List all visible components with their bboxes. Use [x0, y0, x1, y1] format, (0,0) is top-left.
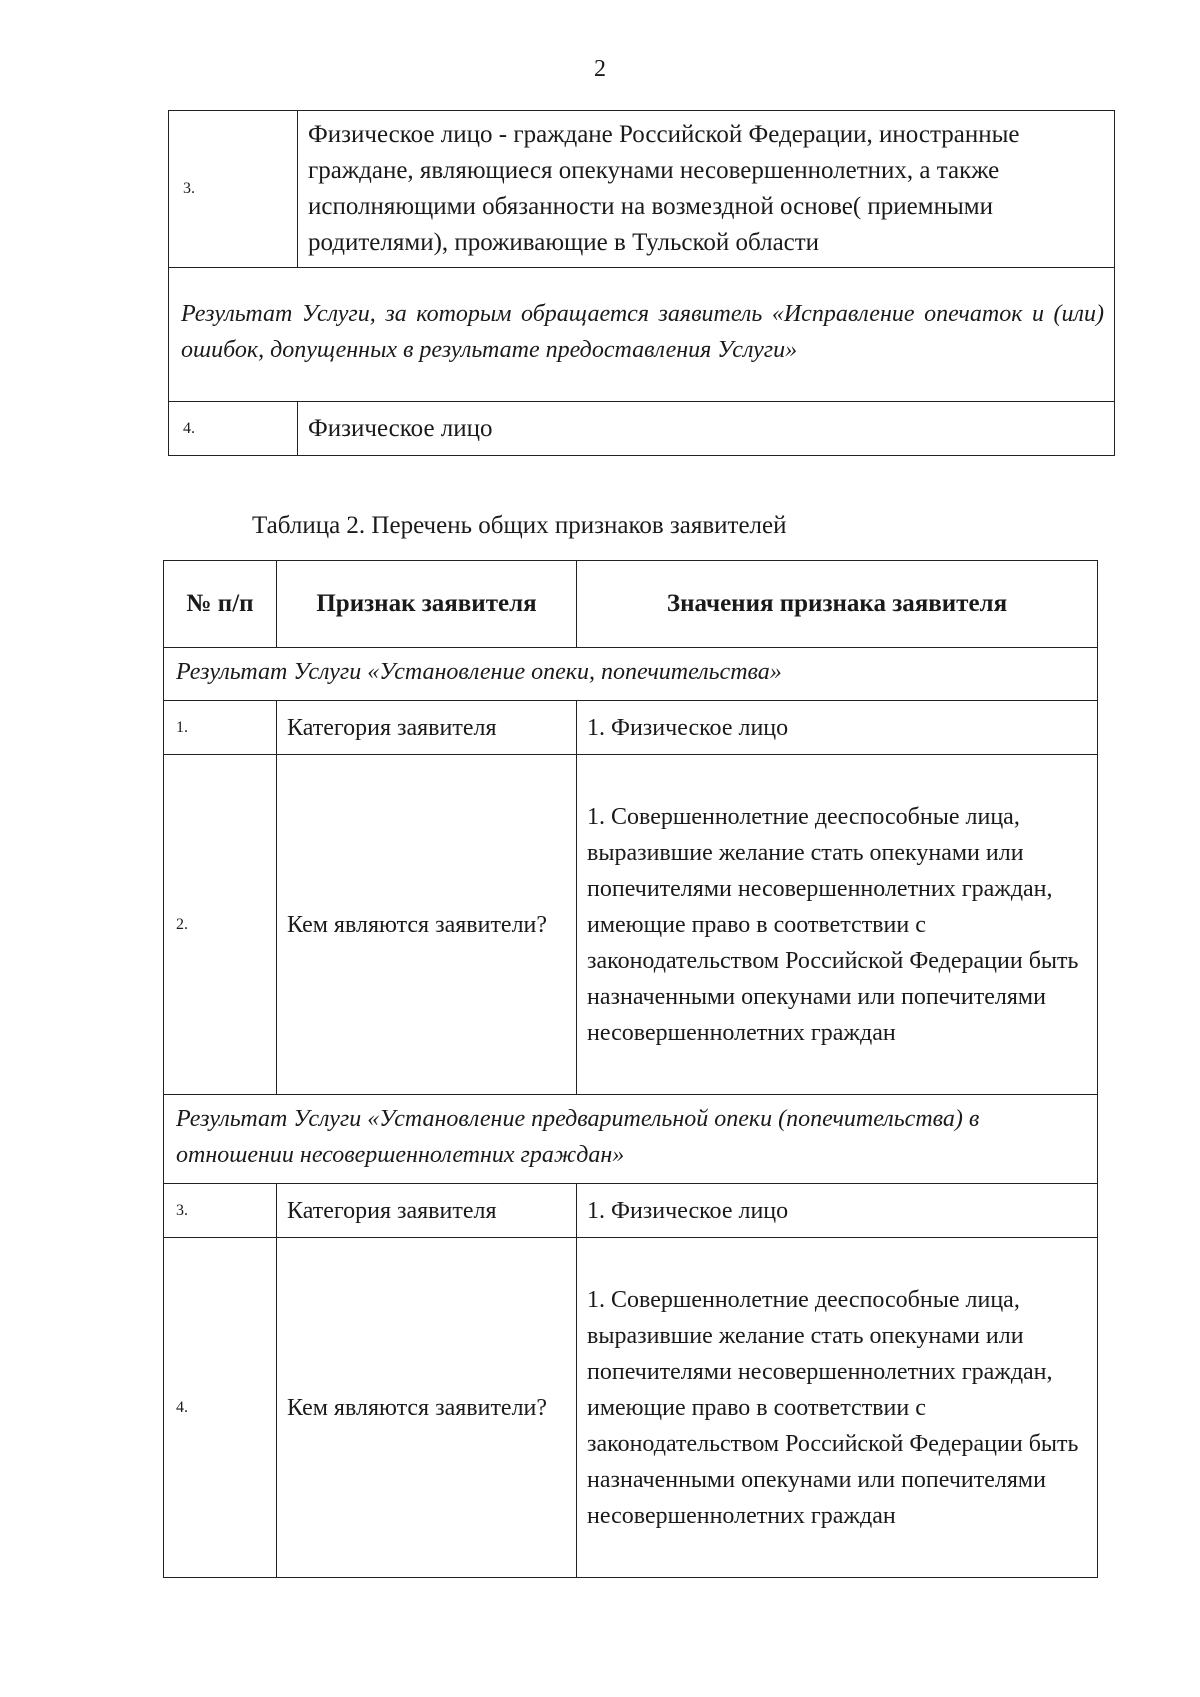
row-value: 1. Совершеннолетние дееспособные лица, выразившие желание стать опекунами или попечителями несовершеннолетних граждан, имеющие право в соответствии с законодательством Российской Федерации быть назначенными опекунами или попечителями несовершеннолетних граждан — [577, 1238, 1098, 1578]
row-feature: Кем являются заявители? — [277, 755, 577, 1095]
table-row — [164, 701, 1098, 755]
table-row — [169, 402, 1115, 456]
section-row — [164, 1095, 1098, 1184]
section-row — [169, 268, 1115, 402]
row-value: 1. Физическое лицо — [577, 701, 1098, 755]
header-number: № п/п — [164, 561, 277, 648]
section-title: Результат Услуги, за которым обращается заявитель «Исправление опечаток и (или) ошибок, допущенных в результате предоставления Услуги» — [169, 268, 1115, 402]
row-number: 3. — [169, 111, 298, 268]
table-caption: Таблица 2. Перечень общих признаков заявителей — [252, 512, 787, 539]
row-feature: Категория заявителя — [277, 1184, 577, 1238]
applicants-table-continued — [168, 110, 1115, 456]
header-row — [164, 561, 1098, 648]
table-row — [169, 111, 1115, 268]
row-number: 1. — [164, 701, 277, 755]
row-number: 4. — [169, 402, 298, 456]
row-value: 1. Физическое лицо — [577, 1184, 1098, 1238]
row-feature: Кем являются заявители? — [277, 1238, 577, 1578]
row-number: 2. — [164, 755, 277, 1095]
row-feature: Категория заявителя — [277, 701, 577, 755]
row-text: Физическое лицо — [298, 402, 1115, 456]
table-row — [164, 1184, 1098, 1238]
section-row — [164, 648, 1098, 701]
section-title: Результат Услуги «Установление предварительной опеки (попечительства) в отношении несовершеннолетних граждан» — [164, 1095, 1098, 1184]
table-row — [164, 1238, 1098, 1578]
header-value: Значения признака заявителя — [577, 561, 1098, 648]
applicant-features-table — [163, 560, 1098, 1578]
table-row — [164, 755, 1098, 1095]
row-value: 1. Совершеннолетние дееспособные лица, выразившие желание стать опекунами или попечителями несовершеннолетних граждан, имеющие право в соответствии с законодательством Российской Федерации быть назначенными опекунами или попечителями несовершеннолетних граждан — [577, 755, 1098, 1095]
section-title: Результат Услуги «Установление опеки, попечительства» — [164, 648, 1098, 701]
row-number: 3. — [164, 1184, 277, 1238]
row-text: Физическое лицо - граждане Российской Федерации, иностранные граждане, являющиеся опекунами несовершеннолетних, а также исполняющими обязанности на возмездной основе( приемными родителями), проживающие в Тульской области — [298, 111, 1115, 268]
page-number: 2 — [594, 56, 606, 82]
header-feature: Признак заявителя — [277, 561, 577, 648]
row-number: 4. — [164, 1238, 277, 1578]
